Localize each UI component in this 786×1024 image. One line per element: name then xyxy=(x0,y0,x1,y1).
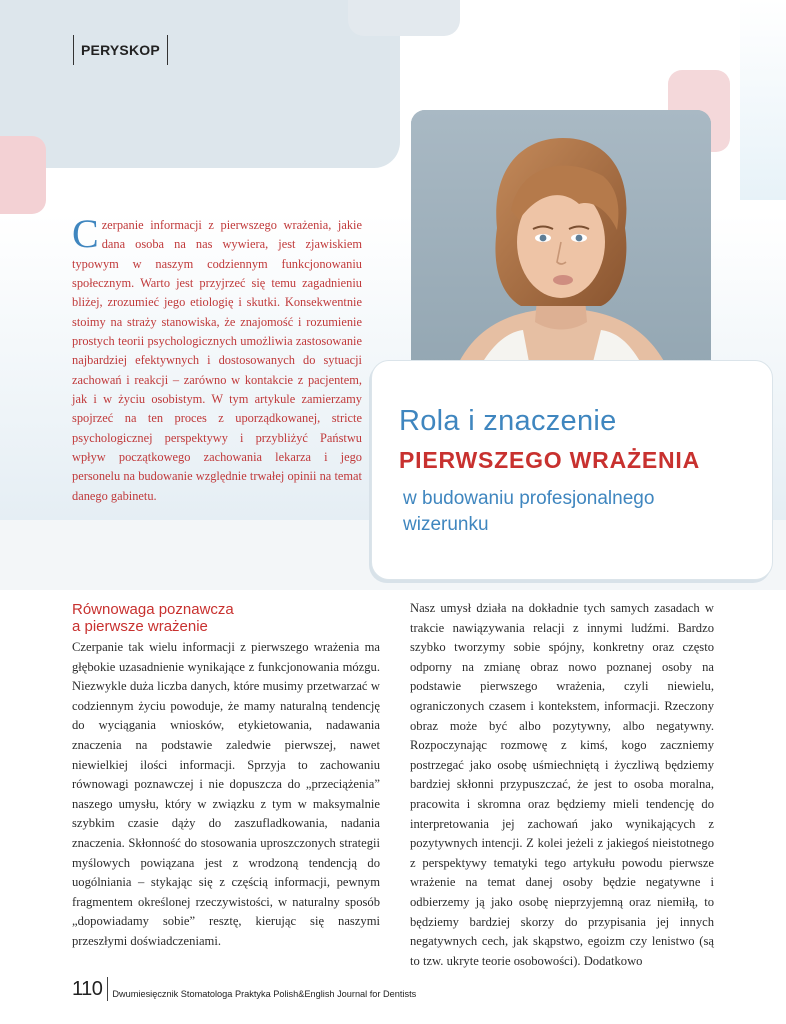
body-paragraph-left: Czerpanie tak wielu informacji z pierwszego wrażenia ma głębokie uzasadnienie wynikające z funkcjonowania mózgu. Niezwykle duża liczba danych, które musimy przetwarzać w codziennym życiu powoduje, że mamy naturalną tendencję do wyciągania wniosków, etykietowania, nadawania znaczenia na podstawie zaledwie pierwszej, nawet niewielkiej ilości informacji. Sprzyja to zachowaniu równowagi poznawczej i nie dopuszcza do „przeciążenia” naszego umysłu, który w związku z tym w maksymalnie szybkim czasie dąży do zaszufladkowania, nadania znaczenia. Skłonność do stosowania uproszczonych strategii myślowych powiązana jest z wrodzoną tendencją do uogólniania – stykając się z częścią informacji, pewnym fragmentem określonej rzeczywistości, w naturalny sposób „dopowiadamy sobie” resztę, kierując się naszymi przeszłymi doświadczeniami. xyxy=(72,640,380,948)
article-title-line2: PIERWSZEGO WRAŻENIA xyxy=(399,447,701,473)
decorative-tab-top xyxy=(348,0,460,36)
lead-paragraph xyxy=(72,211,362,506)
page-number: 110 xyxy=(72,977,108,1001)
journal-name: Dwumiesięcznik Stomatologa Praktyka Polish&English Journal for Dentists xyxy=(112,989,417,999)
section-heading-line2: a pierwsze wrażenie xyxy=(72,618,208,635)
article-subtitle: w budowaniu profesjonalnego wizerunku xyxy=(403,488,655,535)
section-heading xyxy=(72,601,380,635)
drop-cap: C xyxy=(72,211,99,256)
decorative-panel-top-left xyxy=(0,0,400,168)
lead-text: zerpanie informacji z pierwszego wrażenia, jakie dana osoba na nas wywiera, jest zjawiskiem typowym w naszym codziennym funkcjonowaniu społecznym. Warto jest przyjrzeć się temu zagadnieniu bliżej, zrozumieć jego etiologię i skutki. Konsekwentnie stoimy na straży stanowiska, że znajomość i rozumienie prostych teorii psychologicznych umożliwia zastosowanie najbardziej efektywnych i dostosowanych do sytuacji zachowań i reakcji – zarówno w kontakcie z pacjentem, jak i w życiu osobistym. W tym artykule zamierzamy spojrzeć na ten proces z uporządkowanej, stricte psychologicznej perspektywy i przybliżyć Państwu wpływ początkowego zachowania lekarza i jego personelu na budowanie względnie trwałej opinii na temat danego gabinetu. xyxy=(72,218,362,503)
section-heading-line1: Równowaga poznawcza xyxy=(72,601,234,618)
body-column-right xyxy=(410,599,714,971)
woman-portrait-photo xyxy=(411,110,711,380)
decorative-strip-right xyxy=(740,0,786,200)
body-paragraph-right: Nasz umysł działa na dokładnie tych samych zasadach w trakcie nawiązywania relacji z innymi ludźmi. Bardzo szybko tworzymy sobie spójny, konkretny oraz często odporny na zmianę obraz nowo poznanej osoby na podstawie pierwszego wrażenia, czyli niewielu, ograniczonych czasem i kontekstem, informacji. Rzeczony obraz może być albo pozytywny, albo negatywny. Rozpoczynając rozmowę z kimś, kogo zaczniemy postrzegać jako osobę uśmiechniętą i życzliwą będziemy bardziej skłonni przypuszczać, że jest to osoba moralna, pracowita i skromna oraz będziemy mieli tendencję do interpretowania jej zachowań jako wynikających z pozytywnych intencji. Z kolei jeżeli z jakiegoś nieistotnego z perspektywy tematyki tego artykułu powodu pierwsze wrażenie na temat danej osoby będzie negatywne i odbierzemy ją jako osobę nieprzyjemną oraz niemiłą, to będziemy bardziej skorzy do przypisania jej innych negatywnych cech, jak skąpstwo, egoizm czy lenistwo (są to tzw. ukryte teorie osobowości). Dodatkowo xyxy=(410,601,714,968)
body-column-left xyxy=(72,600,380,952)
decorative-pink-square-left xyxy=(0,136,46,214)
article-title-line1: Rola i znaczenie xyxy=(399,405,617,437)
section-label: PERYSKOP xyxy=(73,35,168,65)
page-footer xyxy=(72,975,416,1001)
